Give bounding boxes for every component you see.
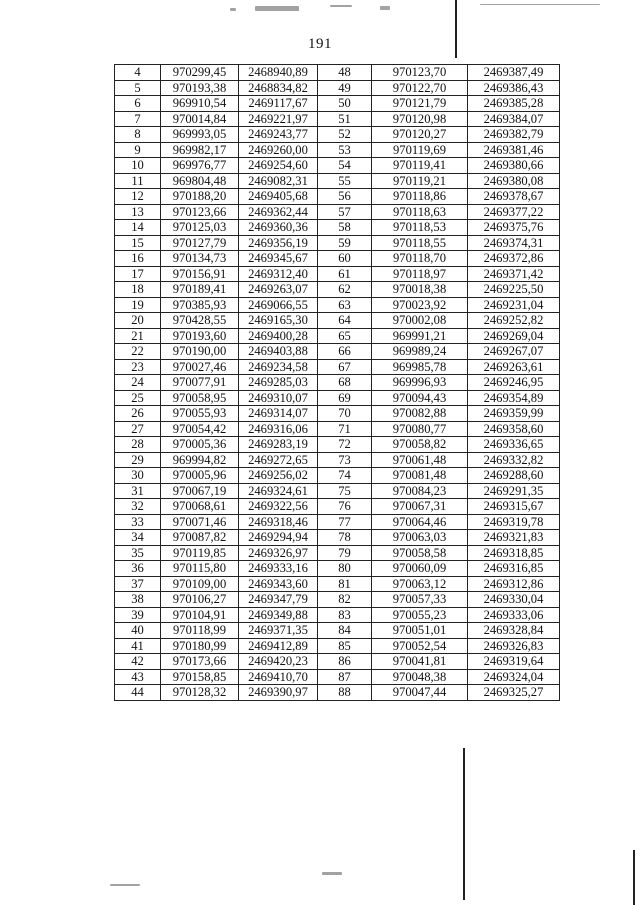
point-number-cell: 81 <box>318 576 372 592</box>
x-coordinate-cell: 970428,55 <box>161 313 239 329</box>
point-number-cell: 27 <box>115 421 161 437</box>
y-coordinate-cell: 2469385,28 <box>468 96 560 112</box>
y-coordinate-cell: 2469410,70 <box>239 669 318 685</box>
y-coordinate-cell: 2469243,77 <box>239 127 318 143</box>
table-row <box>115 545 560 561</box>
point-number-cell: 11 <box>115 173 161 189</box>
table-row <box>115 685 560 701</box>
point-number-cell: 23 <box>115 359 161 375</box>
scan-smudge <box>380 6 390 10</box>
y-coordinate-cell: 2469225,50 <box>468 282 560 298</box>
table-row <box>115 623 560 639</box>
y-coordinate-cell: 2469356,19 <box>239 235 318 251</box>
table-row <box>115 111 560 127</box>
y-coordinate-cell: 2469377,22 <box>468 204 560 220</box>
point-number-cell: 30 <box>115 468 161 484</box>
y-coordinate-cell: 2469382,79 <box>468 127 560 143</box>
x-coordinate-cell: 970063,03 <box>372 530 468 546</box>
x-coordinate-cell: 970077,91 <box>161 375 239 391</box>
table-row <box>115 576 560 592</box>
y-coordinate-cell: 2469294,94 <box>239 530 318 546</box>
x-coordinate-cell: 969985,78 <box>372 359 468 375</box>
x-coordinate-cell: 970115,80 <box>161 561 239 577</box>
x-coordinate-cell: 970156,91 <box>161 266 239 282</box>
x-coordinate-cell: 970063,12 <box>372 576 468 592</box>
y-coordinate-cell: 2469310,07 <box>239 390 318 406</box>
y-coordinate-cell: 2469371,42 <box>468 266 560 282</box>
point-number-cell: 44 <box>115 685 161 701</box>
x-coordinate-cell: 970123,70 <box>372 65 468 81</box>
y-coordinate-cell: 2469380,08 <box>468 173 560 189</box>
table-row <box>115 189 560 205</box>
y-coordinate-cell: 2469333,06 <box>468 607 560 623</box>
point-number-cell: 57 <box>318 204 372 220</box>
y-coordinate-cell: 2469359,99 <box>468 406 560 422</box>
point-number-cell: 33 <box>115 514 161 530</box>
x-coordinate-cell: 969994,82 <box>161 452 239 468</box>
x-coordinate-cell: 969991,21 <box>372 328 468 344</box>
y-coordinate-cell: 2469318,46 <box>239 514 318 530</box>
y-coordinate-cell: 2469362,44 <box>239 204 318 220</box>
x-coordinate-cell: 970027,46 <box>161 359 239 375</box>
point-number-cell: 24 <box>115 375 161 391</box>
point-number-cell: 14 <box>115 220 161 236</box>
x-coordinate-cell: 970041,81 <box>372 654 468 670</box>
y-coordinate-cell: 2469117,67 <box>239 96 318 112</box>
x-coordinate-cell: 970158,85 <box>161 669 239 685</box>
x-coordinate-cell: 970068,61 <box>161 499 239 515</box>
table-row <box>115 297 560 313</box>
y-coordinate-cell: 2469403,88 <box>239 344 318 360</box>
y-coordinate-cell: 2469285,03 <box>239 375 318 391</box>
y-coordinate-cell: 2469269,04 <box>468 328 560 344</box>
point-number-cell: 5 <box>115 80 161 96</box>
point-number-cell: 35 <box>115 545 161 561</box>
table-row <box>115 344 560 360</box>
table-row <box>115 359 560 375</box>
point-number-cell: 18 <box>115 282 161 298</box>
y-coordinate-cell: 2469312,86 <box>468 576 560 592</box>
x-coordinate-cell: 970094,43 <box>372 390 468 406</box>
x-coordinate-cell: 970106,27 <box>161 592 239 608</box>
y-coordinate-cell: 2469316,06 <box>239 421 318 437</box>
point-number-cell: 12 <box>115 189 161 205</box>
point-number-cell: 6 <box>115 96 161 112</box>
y-coordinate-cell: 2469319,78 <box>468 514 560 530</box>
x-coordinate-cell: 969804,48 <box>161 173 239 189</box>
point-number-cell: 86 <box>318 654 372 670</box>
y-coordinate-cell: 2469260,00 <box>239 142 318 158</box>
point-number-cell: 82 <box>318 592 372 608</box>
table-row <box>115 142 560 158</box>
y-coordinate-cell: 2469330,04 <box>468 592 560 608</box>
x-coordinate-cell: 970057,33 <box>372 592 468 608</box>
x-coordinate-cell: 970125,03 <box>161 220 239 236</box>
x-coordinate-cell: 970118,86 <box>372 189 468 205</box>
y-coordinate-cell: 2469420,23 <box>239 654 318 670</box>
point-number-cell: 55 <box>318 173 372 189</box>
y-coordinate-cell: 2469375,76 <box>468 220 560 236</box>
x-coordinate-cell: 969993,05 <box>161 127 239 143</box>
x-coordinate-cell: 970002,08 <box>372 313 468 329</box>
scan-smudge <box>322 872 342 875</box>
table-row <box>115 158 560 174</box>
y-coordinate-cell: 2469256,02 <box>239 468 318 484</box>
y-coordinate-cell: 2469333,16 <box>239 561 318 577</box>
y-coordinate-cell: 2469316,85 <box>468 561 560 577</box>
y-coordinate-cell: 2469221,97 <box>239 111 318 127</box>
point-number-cell: 29 <box>115 452 161 468</box>
table-row <box>115 468 560 484</box>
x-coordinate-cell: 970118,63 <box>372 204 468 220</box>
scan-smudge <box>255 6 299 11</box>
x-coordinate-cell: 970189,41 <box>161 282 239 298</box>
x-coordinate-cell: 970190,00 <box>161 344 239 360</box>
y-coordinate-cell: 2469082,31 <box>239 173 318 189</box>
x-coordinate-cell: 969976,77 <box>161 158 239 174</box>
x-coordinate-cell: 969982,17 <box>161 142 239 158</box>
table-row <box>115 406 560 422</box>
x-coordinate-cell: 970055,93 <box>161 406 239 422</box>
x-coordinate-cell: 970104,91 <box>161 607 239 623</box>
x-coordinate-cell: 970058,95 <box>161 390 239 406</box>
point-number-cell: 13 <box>115 204 161 220</box>
y-coordinate-cell: 2469263,61 <box>468 359 560 375</box>
point-number-cell: 36 <box>115 561 161 577</box>
y-coordinate-cell: 2469318,85 <box>468 545 560 561</box>
x-coordinate-cell: 970051,01 <box>372 623 468 639</box>
table-row <box>115 65 560 81</box>
table-row <box>115 80 560 96</box>
point-number-cell: 41 <box>115 638 161 654</box>
point-number-cell: 21 <box>115 328 161 344</box>
x-coordinate-cell: 970120,27 <box>372 127 468 143</box>
point-number-cell: 75 <box>318 483 372 499</box>
y-coordinate-cell: 2469272,65 <box>239 452 318 468</box>
x-coordinate-cell: 970118,55 <box>372 235 468 251</box>
y-coordinate-cell: 2469066,55 <box>239 297 318 313</box>
y-coordinate-cell: 2469343,60 <box>239 576 318 592</box>
y-coordinate-cell: 2469336,65 <box>468 437 560 453</box>
x-coordinate-cell: 970118,53 <box>372 220 468 236</box>
y-coordinate-cell: 2469254,60 <box>239 158 318 174</box>
x-coordinate-cell: 970087,82 <box>161 530 239 546</box>
y-coordinate-cell: 2469263,07 <box>239 282 318 298</box>
y-coordinate-cell: 2469358,60 <box>468 421 560 437</box>
table-row <box>115 483 560 499</box>
coordinates-table <box>114 64 560 701</box>
y-coordinate-cell: 2469347,79 <box>239 592 318 608</box>
point-number-cell: 26 <box>115 406 161 422</box>
x-coordinate-cell: 970118,99 <box>161 623 239 639</box>
x-coordinate-cell: 969996,93 <box>372 375 468 391</box>
point-number-cell: 71 <box>318 421 372 437</box>
x-coordinate-cell: 970118,97 <box>372 266 468 282</box>
point-number-cell: 34 <box>115 530 161 546</box>
x-coordinate-cell: 970067,31 <box>372 499 468 515</box>
y-coordinate-cell: 2469378,67 <box>468 189 560 205</box>
y-coordinate-cell: 2469380,66 <box>468 158 560 174</box>
y-coordinate-cell: 2468940,89 <box>239 65 318 81</box>
point-number-cell: 64 <box>318 313 372 329</box>
point-number-cell: 77 <box>318 514 372 530</box>
table-row <box>115 266 560 282</box>
table-row <box>115 592 560 608</box>
point-number-cell: 63 <box>318 297 372 313</box>
x-coordinate-cell: 970119,21 <box>372 173 468 189</box>
x-coordinate-cell: 970127,79 <box>161 235 239 251</box>
x-coordinate-cell: 970193,38 <box>161 80 239 96</box>
table-row <box>115 282 560 298</box>
table-row <box>115 514 560 530</box>
y-coordinate-cell: 2469381,46 <box>468 142 560 158</box>
y-coordinate-cell: 2469328,84 <box>468 623 560 639</box>
point-number-cell: 38 <box>115 592 161 608</box>
table-row <box>115 437 560 453</box>
table-row <box>115 328 560 344</box>
y-coordinate-cell: 2469231,04 <box>468 297 560 313</box>
x-coordinate-cell: 970193,60 <box>161 328 239 344</box>
x-coordinate-cell: 970121,79 <box>372 96 468 112</box>
x-coordinate-cell: 970082,88 <box>372 406 468 422</box>
x-coordinate-cell: 970047,44 <box>372 685 468 701</box>
y-coordinate-cell: 2469246,95 <box>468 375 560 391</box>
point-number-cell: 19 <box>115 297 161 313</box>
y-coordinate-cell: 2469165,30 <box>239 313 318 329</box>
point-number-cell: 25 <box>115 390 161 406</box>
y-coordinate-cell: 2469291,35 <box>468 483 560 499</box>
x-coordinate-cell: 970005,96 <box>161 468 239 484</box>
y-coordinate-cell: 2469321,83 <box>468 530 560 546</box>
point-number-cell: 88 <box>318 685 372 701</box>
x-coordinate-cell: 970054,42 <box>161 421 239 437</box>
point-number-cell: 43 <box>115 669 161 685</box>
point-number-cell: 40 <box>115 623 161 639</box>
x-coordinate-cell: 970005,36 <box>161 437 239 453</box>
y-coordinate-cell: 2469319,64 <box>468 654 560 670</box>
y-coordinate-cell: 2469288,60 <box>468 468 560 484</box>
point-number-cell: 60 <box>318 251 372 267</box>
y-coordinate-cell: 2469360,36 <box>239 220 318 236</box>
point-number-cell: 8 <box>115 127 161 143</box>
y-coordinate-cell: 2469384,07 <box>468 111 560 127</box>
y-coordinate-cell: 2469332,82 <box>468 452 560 468</box>
x-coordinate-cell: 970128,32 <box>161 685 239 701</box>
page-number: 191 <box>308 36 332 52</box>
point-number-cell: 22 <box>115 344 161 360</box>
table-row <box>115 499 560 515</box>
x-coordinate-cell: 969989,24 <box>372 344 468 360</box>
point-number-cell: 66 <box>318 344 372 360</box>
table-row <box>115 173 560 189</box>
point-number-cell: 7 <box>115 111 161 127</box>
point-number-cell: 70 <box>318 406 372 422</box>
y-coordinate-cell: 2469412,89 <box>239 638 318 654</box>
point-number-cell: 15 <box>115 235 161 251</box>
x-coordinate-cell: 970109,00 <box>161 576 239 592</box>
table-row <box>115 96 560 112</box>
x-coordinate-cell: 969910,54 <box>161 96 239 112</box>
point-number-cell: 9 <box>115 142 161 158</box>
x-coordinate-cell: 970067,19 <box>161 483 239 499</box>
x-coordinate-cell: 970120,98 <box>372 111 468 127</box>
y-coordinate-cell: 2469372,86 <box>468 251 560 267</box>
y-coordinate-cell: 2469315,67 <box>468 499 560 515</box>
point-number-cell: 61 <box>318 266 372 282</box>
point-number-cell: 83 <box>318 607 372 623</box>
y-coordinate-cell: 2469325,27 <box>468 685 560 701</box>
y-coordinate-cell: 2468834,82 <box>239 80 318 96</box>
y-coordinate-cell: 2469326,97 <box>239 545 318 561</box>
y-coordinate-cell: 2469374,31 <box>468 235 560 251</box>
point-number-cell: 42 <box>115 654 161 670</box>
x-coordinate-cell: 970058,82 <box>372 437 468 453</box>
point-number-cell: 85 <box>318 638 372 654</box>
table-row <box>115 561 560 577</box>
point-number-cell: 37 <box>115 576 161 592</box>
point-number-cell: 74 <box>318 468 372 484</box>
scan-smudge <box>110 884 140 886</box>
point-number-cell: 53 <box>318 142 372 158</box>
y-coordinate-cell: 2469322,56 <box>239 499 318 515</box>
table-row <box>115 669 560 685</box>
point-number-cell: 68 <box>318 375 372 391</box>
point-number-cell: 58 <box>318 220 372 236</box>
point-number-cell: 84 <box>318 623 372 639</box>
y-coordinate-cell: 2469234,58 <box>239 359 318 375</box>
point-number-cell: 65 <box>318 328 372 344</box>
point-number-cell: 67 <box>318 359 372 375</box>
table-row <box>115 638 560 654</box>
point-number-cell: 10 <box>115 158 161 174</box>
table-row <box>115 452 560 468</box>
x-coordinate-cell: 970119,41 <box>372 158 468 174</box>
y-coordinate-cell: 2469354,89 <box>468 390 560 406</box>
x-coordinate-cell: 970064,46 <box>372 514 468 530</box>
point-number-cell: 76 <box>318 499 372 515</box>
point-number-cell: 56 <box>318 189 372 205</box>
point-number-cell: 31 <box>115 483 161 499</box>
y-coordinate-cell: 2469405,68 <box>239 189 318 205</box>
table-row <box>115 654 560 670</box>
x-coordinate-cell: 970048,38 <box>372 669 468 685</box>
point-number-cell: 78 <box>318 530 372 546</box>
point-number-cell: 79 <box>318 545 372 561</box>
y-coordinate-cell: 2469324,04 <box>468 669 560 685</box>
point-number-cell: 51 <box>318 111 372 127</box>
x-coordinate-cell: 970119,69 <box>372 142 468 158</box>
point-number-cell: 73 <box>318 452 372 468</box>
y-coordinate-cell: 2469267,07 <box>468 344 560 360</box>
y-coordinate-cell: 2469387,49 <box>468 65 560 81</box>
point-number-cell: 72 <box>318 437 372 453</box>
x-coordinate-cell: 970080,77 <box>372 421 468 437</box>
table-row <box>115 127 560 143</box>
point-number-cell: 20 <box>115 313 161 329</box>
table-row <box>115 375 560 391</box>
point-number-cell: 39 <box>115 607 161 623</box>
table-row <box>115 313 560 329</box>
table-row <box>115 251 560 267</box>
point-number-cell: 69 <box>318 390 372 406</box>
y-coordinate-cell: 2469312,40 <box>239 266 318 282</box>
scan-smudge <box>230 8 236 11</box>
table-row <box>115 607 560 623</box>
x-coordinate-cell: 970084,23 <box>372 483 468 499</box>
x-coordinate-cell: 970081,48 <box>372 468 468 484</box>
point-number-cell: 52 <box>318 127 372 143</box>
x-coordinate-cell: 970299,45 <box>161 65 239 81</box>
x-coordinate-cell: 970018,38 <box>372 282 468 298</box>
x-coordinate-cell: 970060,09 <box>372 561 468 577</box>
x-coordinate-cell: 970052,54 <box>372 638 468 654</box>
point-number-cell: 28 <box>115 437 161 453</box>
y-coordinate-cell: 2469349,88 <box>239 607 318 623</box>
point-number-cell: 87 <box>318 669 372 685</box>
y-coordinate-cell: 2469326,83 <box>468 638 560 654</box>
scan-smudge <box>480 4 600 5</box>
point-number-cell: 59 <box>318 235 372 251</box>
table-row <box>115 204 560 220</box>
point-number-cell: 80 <box>318 561 372 577</box>
y-coordinate-cell: 2469390,97 <box>239 685 318 701</box>
x-coordinate-cell: 970180,99 <box>161 638 239 654</box>
x-coordinate-cell: 970118,70 <box>372 251 468 267</box>
y-coordinate-cell: 2469386,43 <box>468 80 560 96</box>
scan-smudge <box>330 5 352 7</box>
point-number-cell: 32 <box>115 499 161 515</box>
point-number-cell: 16 <box>115 251 161 267</box>
x-coordinate-cell: 970173,66 <box>161 654 239 670</box>
x-coordinate-cell: 970119,85 <box>161 545 239 561</box>
scan-edge-line-bottom <box>463 748 465 900</box>
y-coordinate-cell: 2469324,61 <box>239 483 318 499</box>
table-row <box>115 235 560 251</box>
x-coordinate-cell: 970188,20 <box>161 189 239 205</box>
scan-edge-line-right <box>633 850 635 905</box>
point-number-cell: 17 <box>115 266 161 282</box>
x-coordinate-cell: 970055,23 <box>372 607 468 623</box>
x-coordinate-cell: 970122,70 <box>372 80 468 96</box>
x-coordinate-cell: 970123,66 <box>161 204 239 220</box>
y-coordinate-cell: 2469371,35 <box>239 623 318 639</box>
point-number-cell: 62 <box>318 282 372 298</box>
point-number-cell: 50 <box>318 96 372 112</box>
y-coordinate-cell: 2469400,28 <box>239 328 318 344</box>
y-coordinate-cell: 2469252,82 <box>468 313 560 329</box>
point-number-cell: 48 <box>318 65 372 81</box>
x-coordinate-cell: 970061,48 <box>372 452 468 468</box>
x-coordinate-cell: 970058,58 <box>372 545 468 561</box>
x-coordinate-cell: 970134,73 <box>161 251 239 267</box>
x-coordinate-cell: 970385,93 <box>161 297 239 313</box>
y-coordinate-cell: 2469345,67 <box>239 251 318 267</box>
table-row <box>115 421 560 437</box>
point-number-cell: 4 <box>115 65 161 81</box>
y-coordinate-cell: 2469283,19 <box>239 437 318 453</box>
x-coordinate-cell: 970023,92 <box>372 297 468 313</box>
table-row <box>115 530 560 546</box>
table-row <box>115 390 560 406</box>
x-coordinate-cell: 970014,84 <box>161 111 239 127</box>
table-row <box>115 220 560 236</box>
point-number-cell: 49 <box>318 80 372 96</box>
y-coordinate-cell: 2469314,07 <box>239 406 318 422</box>
point-number-cell: 54 <box>318 158 372 174</box>
x-coordinate-cell: 970071,46 <box>161 514 239 530</box>
